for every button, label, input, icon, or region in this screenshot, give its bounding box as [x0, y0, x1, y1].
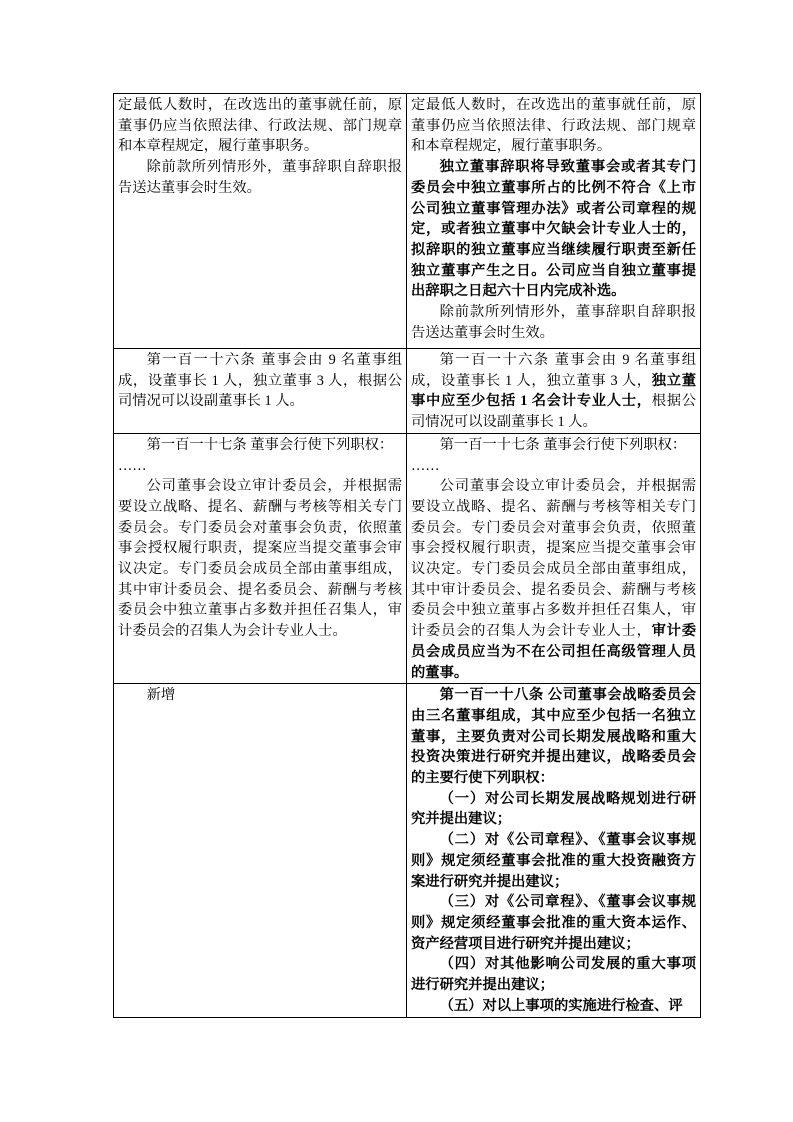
text-run: ……	[118, 457, 147, 474]
paragraph	[118, 435, 402, 456]
paragraph	[411, 685, 696, 789]
text-run: （一）对公司长期发展战略规划进行研究并提出建议；	[411, 790, 696, 828]
table-cell-new-text	[407, 433, 701, 683]
text-run: 第一百一十七条 董事会行使下列职权：	[439, 436, 687, 453]
text-run: 公司董事会设立审计委员会，并根据需要设立战略、提名、薪酬与考核等相关专门委员会。专门委员会对董事会负责，依照董事会授权履行职责，提案应当提交董事会审议决定。专门委员会成员全部由董事组成，其中审计委员会、提名委员会、薪酬与考核委员会中独立董事占多数并担任召集人，审计委员会的召集人为会计专业人士。	[118, 478, 402, 640]
paragraph	[411, 435, 696, 456]
table-cell-new-text	[407, 684, 701, 1017]
table-cell-new-text	[407, 349, 701, 434]
text-run: （二）对《公司章程》、《董事会议事规则》规定须经董事会批准的重大投资融资方案进行研究并提出建议；	[411, 832, 696, 890]
text-run: 公司董事会设立审计委员会，并根据需要设立战略、提名、薪酬与考核等相关专门委员会。专门委员会对董事会负责，依照董事会授权履行职责，提案应当提交董事会审议决定。专门委员会成员全部由董事组成，其中审计委员会、提名委员会、薪酬与考核委员会中独立董事占多数并担任召集人，审计委员会的召集人为会计专业人士，	[411, 478, 696, 640]
text-run: 定最低人数时，在改选出的董事就任前，原董事仍应当依照法律、行政法规、部门规章和本章程规定，履行董事职务。	[118, 97, 402, 155]
paragraph	[411, 157, 696, 302]
paragraph	[411, 95, 696, 157]
table-cell-new-text	[407, 94, 701, 349]
paragraph	[118, 95, 402, 157]
text-run: 第一百一十八条 公司董事会战略委员会由三名董事组成，其中应至少包括一名独立董事，主要负责对公司长期发展战略和重大投资决策进行研究并提出建议，战略委员会的主要行使下列职权：	[411, 687, 696, 787]
text-run: 新增	[146, 687, 176, 704]
paragraph	[411, 996, 696, 1017]
paragraph	[118, 350, 402, 412]
text-run: （五）对以上事项的实施进行检查、评	[439, 997, 683, 1014]
table-row	[114, 349, 701, 434]
paragraph	[411, 350, 696, 433]
paragraph	[118, 685, 402, 706]
paragraph	[411, 892, 696, 954]
table-cell-old-text	[114, 349, 407, 434]
table-row	[114, 94, 701, 349]
table-row	[114, 684, 701, 1017]
paragraph	[118, 456, 402, 477]
paragraph	[411, 789, 696, 830]
text-run: ……	[411, 457, 440, 474]
table-cell-old-text	[114, 433, 407, 683]
comparison-table	[113, 93, 701, 1018]
text-run: 独立董事辞职将导致董事会或者其专门委员会中独立董事所占的比例不符合《上市公司独立董事管理办法》或者公司章程的规定，或者独立董事中欠缺会计专业人士的，拟辞职的独立董事应当继续履行职责至新任独立董事产生之日。公司应当自独立董事提出辞职之日起六十日内完成补选。	[411, 159, 696, 300]
text-run: 第一百一十六条 董事会由 9 名董事组成，设董事长 1 人，独立董事 3 人，根据公司情况可以设副董事长 1 人。	[118, 352, 402, 410]
text-run: 除前款所列情形外，董事辞职自辞职报告送达董事会时生效。	[411, 304, 696, 341]
text-run: 第一百一十六条 董事会由 9 名董事组成，设董事长 1 人，独立董事 3 人，	[411, 352, 696, 389]
text-run: （四）对其他影响公司发展的重大事项进行研究并提出建议；	[411, 956, 696, 994]
text-run: 审计委员会成员应当为不在公司担任高级管理人员的董事。	[411, 623, 696, 681]
table-cell-old-text	[114, 684, 407, 1017]
text-run: 独立董事中应至少包括 1 名会计专业人士，	[411, 372, 697, 410]
text-run: 第一百一十七条 董事会行使下列职权：	[146, 436, 394, 453]
text-run: （三）对《公司章程》、《董事会议事规则》规定须经董事会批准的重大资本运作、资产经营项目进行研究并提出建议；	[411, 894, 696, 952]
paragraph	[411, 456, 696, 477]
paragraph	[411, 954, 696, 995]
paragraph	[411, 830, 696, 892]
table-cell-old-text	[114, 94, 407, 349]
text-run: 根据公司情况可以设副董事长 1 人。	[411, 393, 696, 431]
table-row	[114, 433, 701, 683]
paragraph	[411, 476, 696, 683]
paragraph	[411, 302, 696, 343]
text-run: 定最低人数时，在改选出的董事就任前，原董事仍应当依照法律、行政法规、部门规章和本章程规定，履行董事职务。	[411, 97, 696, 155]
paragraph	[118, 157, 402, 198]
text-run: 除前款所列情形外，董事辞职自辞职报告送达董事会时生效。	[118, 159, 402, 196]
paragraph	[118, 476, 402, 642]
